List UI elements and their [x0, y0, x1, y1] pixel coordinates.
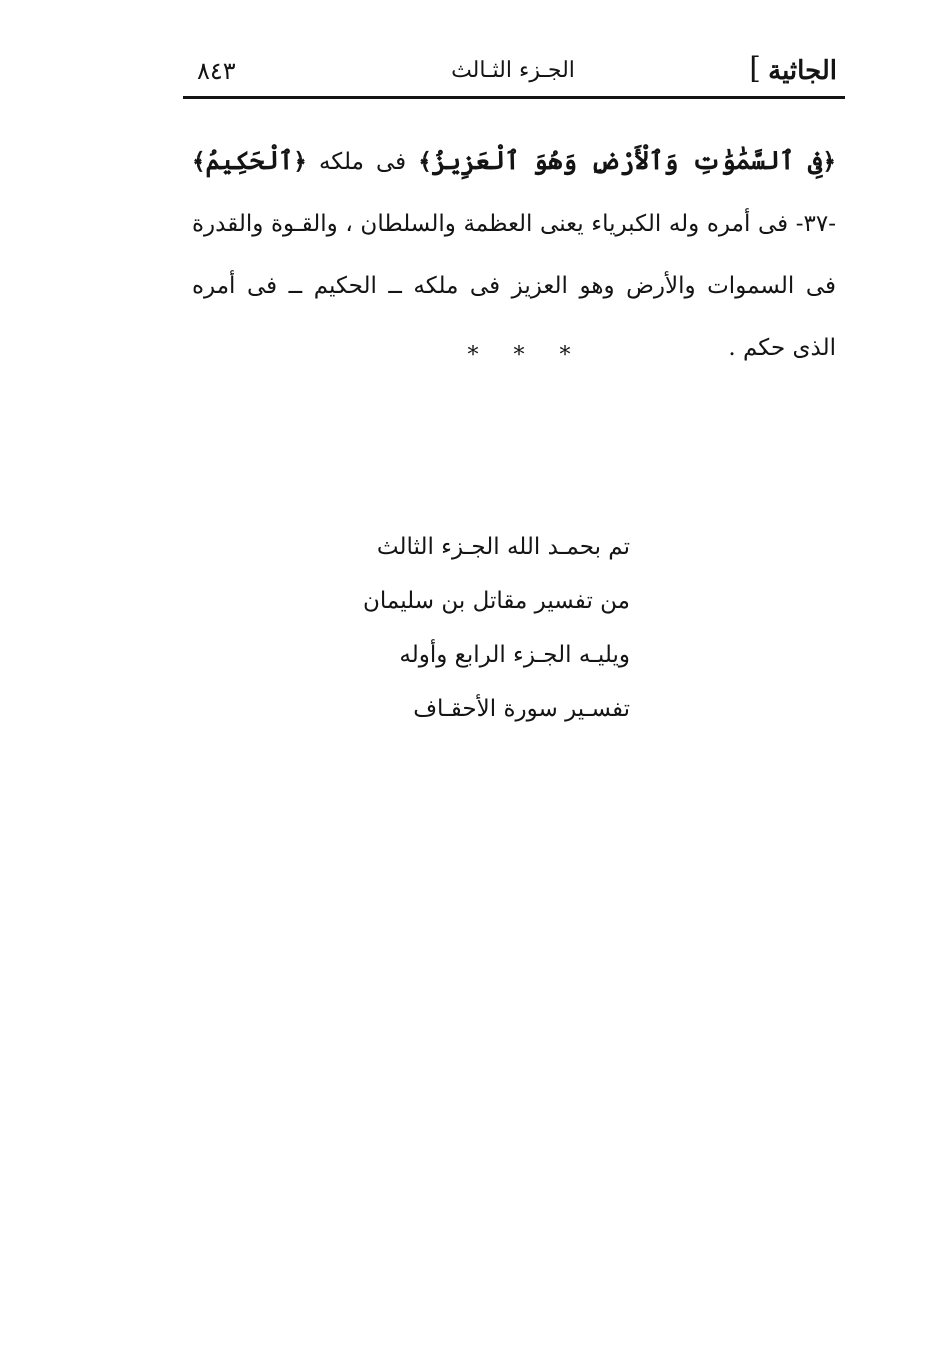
verse-gloss: فى ملكه — [318, 149, 407, 175]
verse-close-bracket: ﴾ — [418, 148, 432, 175]
quran-verse: فِى ٱلسَّمَٰوَٰتِ وَٱلْأَرْضِ وَهُوَ ٱلْعَزِيزُ — [431, 146, 823, 175]
quran-verse-2: ٱلْحَكِيمُ — [205, 146, 294, 175]
commentary-text: فى أمره وله الكبرياء يعنى العظمة والسلطان ، والقـوة والقدرة فى السموات والأرض وهو العزيز فى ملكه ــ الحكيم ــ فى أمره الذى حكم . — [192, 211, 836, 361]
running-header — [183, 52, 843, 92]
colophon-line: تفسـير سورة الأحقـاف — [413, 696, 630, 722]
page-number: ٨٤٣ — [197, 57, 236, 85]
verse2-open-bracket: ﴿ — [293, 148, 307, 175]
colophon-line: ويليـه الجـزء الرابع وأوله — [399, 642, 630, 668]
verse-open-bracket: ﴿ — [822, 148, 836, 175]
colophon — [363, 520, 630, 736]
colophon-line: من تفسير مقاتل بن سليمان — [363, 588, 630, 614]
commentary-paragraph — [192, 130, 836, 379]
part-title: الجـزء الثـالث — [451, 58, 575, 83]
colophon-line: تم بحمـد الله الجـزء الثالث — [376, 534, 630, 560]
header-bracket: ] — [749, 51, 761, 86]
verse2-close-bracket: ﴾ — [192, 148, 206, 175]
section-separator: * * * — [467, 343, 585, 368]
header-rule — [183, 96, 845, 99]
sura-title: الجاثية — [768, 56, 837, 86]
verse-number: -٣٧- — [795, 211, 837, 237]
